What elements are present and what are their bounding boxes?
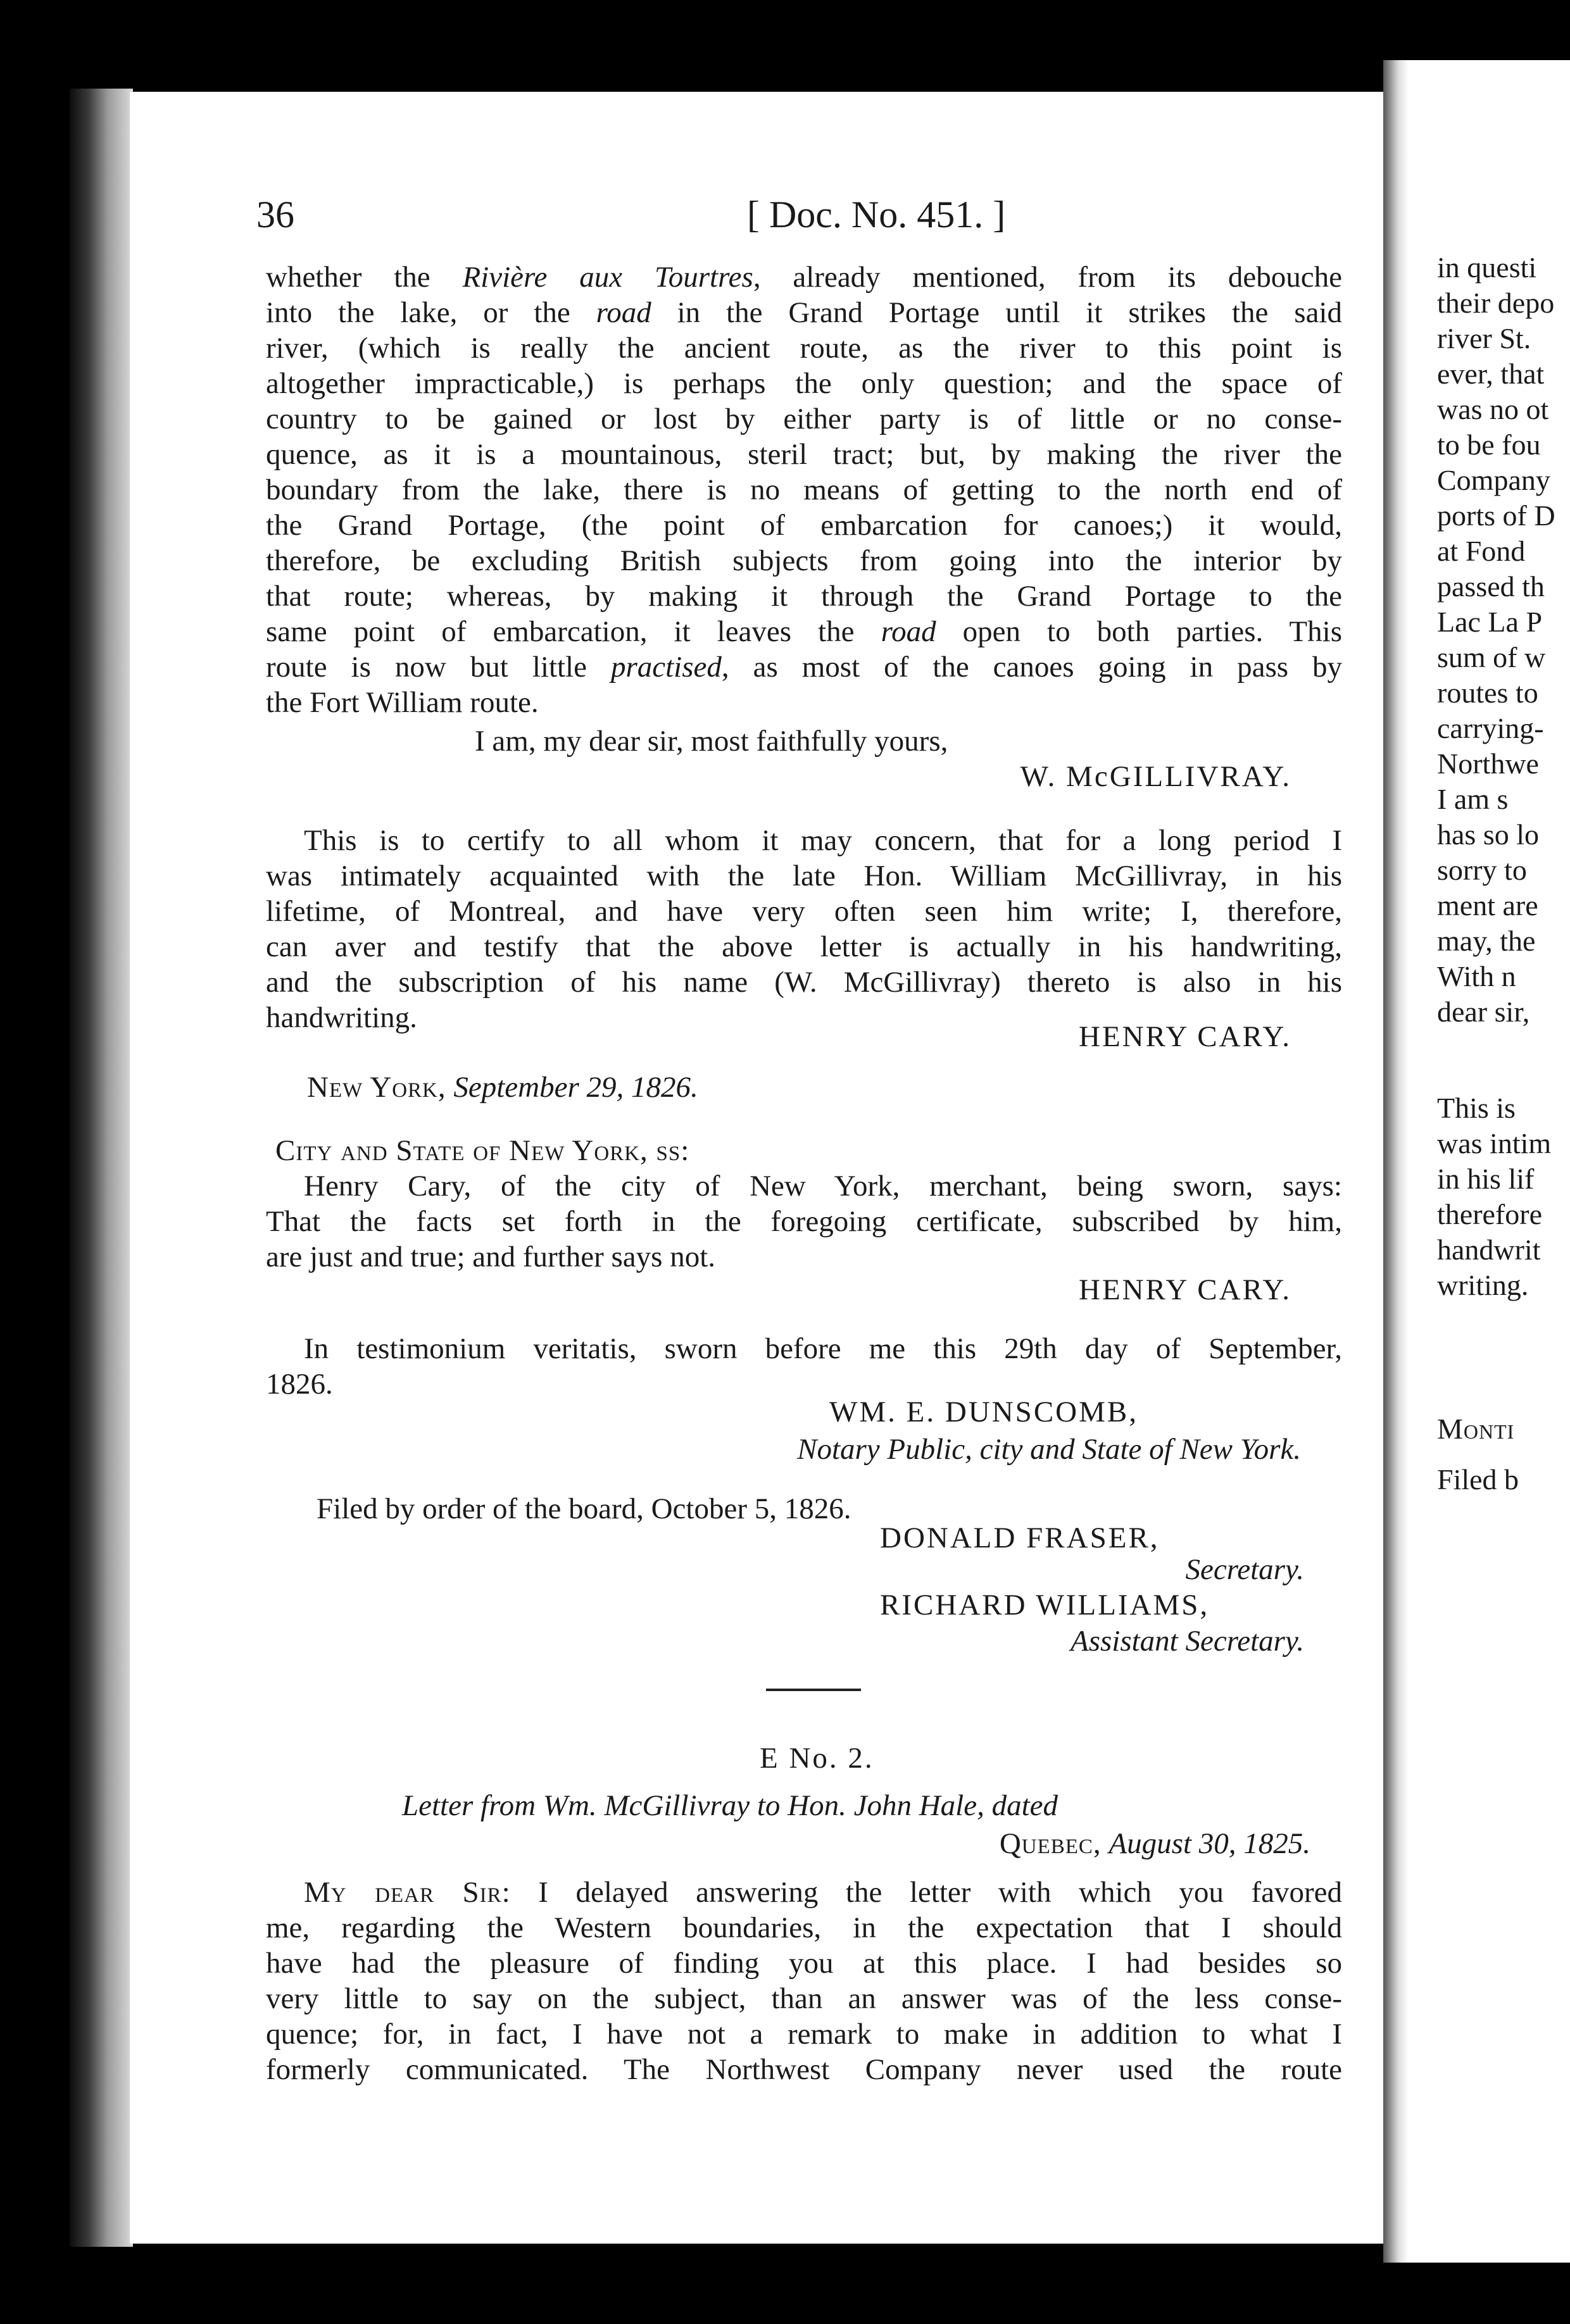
facing-page-line: sum of w: [1437, 641, 1546, 673]
jurat-line-2: 1826.: [266, 1368, 333, 1401]
facing-page-line: routes to: [1437, 677, 1538, 709]
facing-page-line: This is: [1437, 1092, 1516, 1124]
exhibit-line: me, regarding the Western boundaries, in the expectation that I should: [266, 1911, 1342, 1944]
letter-line: quence, as it is a mountainous, steril tract; but, by making the river the: [266, 438, 1342, 471]
facing-page-line: in his lif: [1437, 1163, 1535, 1195]
secretary-name: DONALD FRASER,: [880, 1521, 1160, 1554]
dateline-place: New York,: [307, 1071, 446, 1104]
facing-page-line: passed th: [1437, 570, 1545, 603]
certificate-line: was intimately acquainted with the late Hon. William McGillivray, in his: [266, 859, 1342, 892]
certificate-line: This is to certify to all whom it may concern, that for a long period I: [304, 824, 1342, 857]
letter-line: country to be gained or lost by either party is of little or no conse-: [266, 403, 1342, 435]
facing-page-line: ment are: [1437, 889, 1538, 921]
exhibit-line-0: I delayed answering the letter with which you favored: [538, 1876, 1343, 1909]
secretary-title: Secretary.: [1185, 1553, 1304, 1586]
facing-page-line: ever, that: [1437, 358, 1545, 390]
exhibit-dateline-block: [266, 1826, 1310, 1861]
page-number: 36: [256, 194, 294, 235]
exhibit-first-line: [266, 1875, 1342, 1910]
letter-line: therefore, be excluding British subjects from going into the interior by: [266, 544, 1342, 577]
facing-page-line: With n: [1437, 960, 1516, 992]
notary-name-block: [829, 1394, 1272, 1430]
exhibit-line: quence; for, in fact, I have not a remark to make in addition to what I: [266, 2018, 1342, 2051]
letter-line: that route; whereas, by making it through the Grand Portage to the: [266, 580, 1342, 613]
letter-line: same point of embarcation, it leaves the road open to both parties. This: [266, 615, 1342, 648]
affidavit-line: Henry Cary, of the city of New York, merchant, being sworn, says:: [304, 1170, 1342, 1203]
facing-page-line: their depo: [1437, 287, 1555, 319]
facing-filed-fragment: Filed b: [1437, 1463, 1519, 1496]
certificate-line: lifetime, of Montreal, and have very often seen him write; I, therefore,: [266, 895, 1342, 928]
letter-line: the Fort William route.: [266, 686, 539, 719]
assistant-name-block: [880, 1587, 1323, 1623]
facing-page-line: Lac La P: [1437, 606, 1543, 638]
facing-page-line: I am s: [1437, 783, 1509, 815]
affidavit-body: [266, 1168, 1342, 1275]
exhibit-title-block: [402, 1788, 1288, 1823]
facing-page-line: therefore: [1437, 1198, 1542, 1230]
assistant-secretary-title: Assistant Secretary.: [1070, 1625, 1304, 1658]
facing-page-line: sorry to: [1437, 854, 1527, 886]
page-header: [127, 193, 1329, 244]
facing-page-line: was intim: [1437, 1127, 1552, 1159]
letter-signature: W. McGILLIVRAY.: [1020, 760, 1291, 793]
affidavit-line: are just and true; and further says not.: [266, 1240, 716, 1273]
certificate-line: can aver and testify that the above letter is actually in his handwriting,: [266, 930, 1342, 963]
affidavit-venue-block: [275, 1133, 1352, 1168]
facing-page-filed: [1437, 1462, 1570, 1497]
assistant-secretary-name: RICHARD WILLIAMS,: [880, 1589, 1210, 1621]
letter-line: into the lake, or the road in the Grand Portage until it strikes the said: [266, 296, 1342, 329]
facing-page-text-top: [1437, 250, 1570, 1030]
exhibit-line: formerly communicated. The Northwest Company never used the route: [266, 2053, 1342, 2086]
mcgillivray-letter: [266, 259, 1342, 720]
facing-page-line: writing.: [1437, 1269, 1529, 1301]
facing-page-line: carrying-: [1437, 712, 1544, 744]
exhibit-salutation: My dear Sir:: [304, 1876, 511, 1909]
exhibit-letter-body: [266, 1875, 1342, 2087]
document-reference: [ Doc. No. 451. ]: [747, 194, 1006, 235]
certificate-dateline: [307, 1070, 1383, 1105]
letter-line: route is now but little practised, as most of the canoes going in pass by: [266, 651, 1342, 684]
dateline-date: September 29, 1826.: [453, 1071, 698, 1104]
affidavit-line: That the facts set forth in the foregoing certificate, subscribed by him,: [266, 1205, 1342, 1238]
facing-page-line: dear sir,: [1437, 996, 1530, 1028]
facing-venue-fragment: Monti: [1437, 1413, 1515, 1445]
certificate-signature-block: [266, 1019, 1291, 1054]
exhibit-label-block: [760, 1740, 950, 1776]
letter-closing-block: [266, 723, 1291, 794]
affidavit-signature-block: [266, 1272, 1291, 1308]
exhibit-dateline-date: August 30, 1825.: [1108, 1827, 1310, 1860]
assistant-title-block: [266, 1623, 1304, 1659]
exhibit-line: very little to say on the subject, than an answer was of the less conse-: [266, 1982, 1342, 2015]
letter-line: the Grand Portage, (the point of embarcation for canoes;) it would,: [266, 509, 1342, 542]
notary-title-block: [266, 1432, 1301, 1467]
letter-line: river, (which is really the ancient route, as the river to this point is: [266, 332, 1342, 365]
notary-title: Notary Public, city and State of New York.: [797, 1433, 1301, 1466]
certificate-signature: HENRY CARY.: [1079, 1020, 1291, 1053]
letter-line: whether the Rivière aux Tourtres, already mentioned, from its debouche: [266, 261, 1342, 294]
affidavit-venue: City and State of New York, ss:: [275, 1134, 690, 1167]
affidavit-signature: HENRY CARY.: [1079, 1273, 1291, 1306]
section-divider: [766, 1689, 861, 1691]
secretary-name-block: [880, 1520, 1323, 1556]
filing-line: Filed by order of the board, October 5, 1826.: [317, 1492, 851, 1525]
jurat-block: [266, 1331, 1342, 1402]
secretary-title-block: [266, 1552, 1304, 1587]
certificate-line: handwriting.: [266, 1001, 417, 1034]
facing-page-line: has so lo: [1437, 818, 1539, 851]
certificate-line: and the subscription of his name (W. McGillivray) thereto is also in his: [266, 966, 1342, 999]
facing-page-line: at Fond: [1437, 535, 1526, 567]
facing-page-line: was no ot: [1437, 393, 1549, 425]
exhibit-line: have had the pleasure of finding you at this place. I had besides so: [266, 1947, 1342, 1980]
letter-line: boundary from the lake, there is no means of getting to the north end of: [266, 473, 1342, 506]
jurat-line-1: In testimonium veritatis, sworn before me this 29th day of September,: [304, 1332, 1342, 1365]
facing-page-line: in questi: [1437, 251, 1537, 284]
notary-name: WM. E. DUNSCOMB,: [829, 1396, 1139, 1428]
facing-page-text-middle: [1437, 1090, 1570, 1303]
facing-page-shadow: [1383, 60, 1409, 2263]
facing-page-line: ports of D: [1437, 499, 1555, 532]
facing-page-line: to be fou: [1437, 428, 1541, 461]
exhibit-label: E No. 2.: [760, 1742, 874, 1775]
letter-closing: I am, my dear sir, most faithfully yours,: [475, 725, 948, 758]
exhibit-title: Letter from Wm. McGillivray to Hon. John Hale, dated: [402, 1789, 1058, 1822]
facing-page-line: river St.: [1437, 322, 1531, 354]
exhibit-dateline-place: Quebec,: [999, 1827, 1102, 1860]
page-gutter-edge: [70, 89, 133, 2247]
certificate-body: [266, 823, 1342, 1035]
facing-page-line: Northwe: [1437, 747, 1539, 780]
facing-page-line: may, the: [1437, 925, 1536, 957]
facing-page-line: handwrit: [1437, 1234, 1541, 1266]
letter-line: altogether impracticable,) is perhaps the only question; and the space of: [266, 367, 1342, 400]
facing-page-line: Company: [1437, 464, 1550, 496]
facing-page-venue: [1437, 1411, 1570, 1447]
